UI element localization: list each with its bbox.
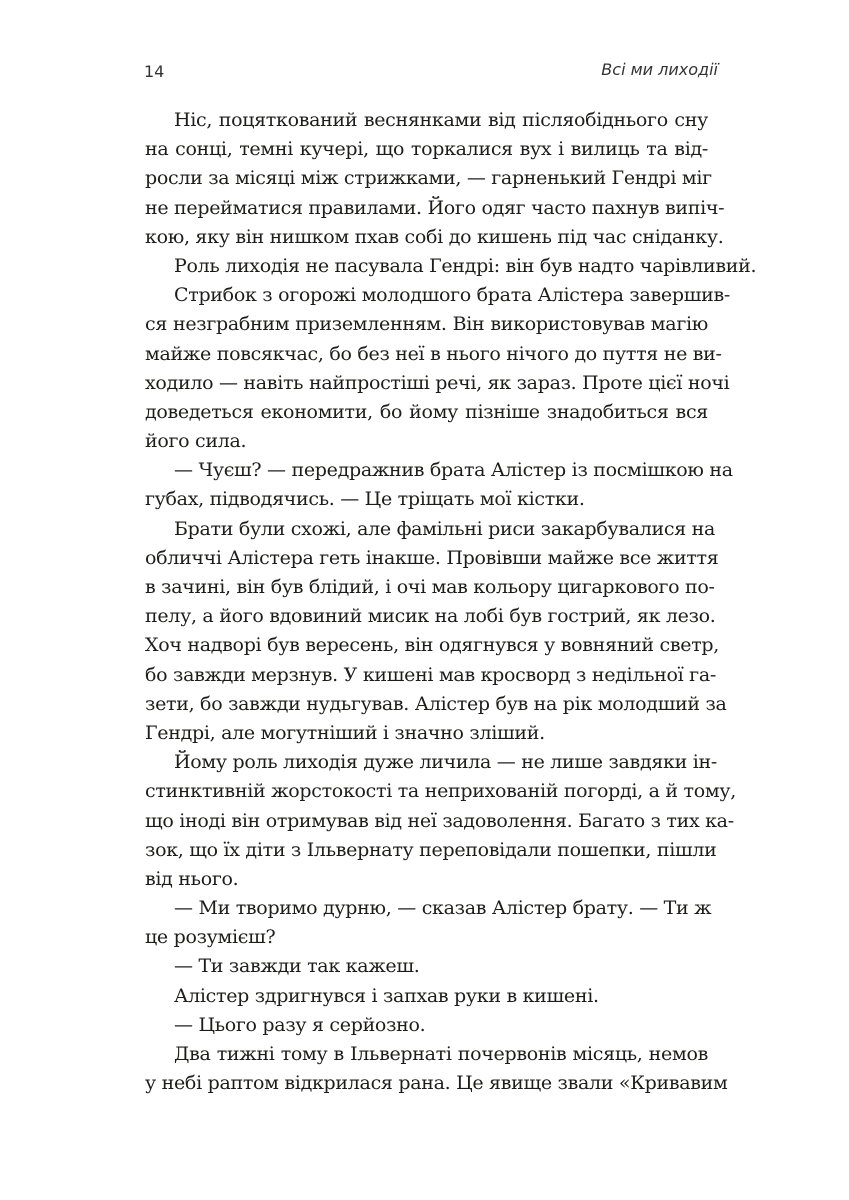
text-line: Ніс, поцяткований веснянками від післяобіднього сну bbox=[174, 109, 708, 131]
text-line: на сонці, темні кучері, що торкалися вух і вилиць та від- bbox=[145, 138, 708, 161]
text-line: у небі раптом відкрилася рана. Це явище звали «Кривавим bbox=[145, 1072, 728, 1095]
text-line: його сила. bbox=[145, 430, 247, 453]
text-line: Роль лиходія не пасувала Гендрі: він був надто чарівливий. bbox=[174, 254, 757, 277]
text-line: — Цього разу я серйозно. bbox=[174, 1013, 426, 1036]
text-line: росли за місяці між стрижками, — гарненький Гендрі міг bbox=[145, 167, 712, 190]
text-line: Гендрі, але могутніший і значно зліший. bbox=[145, 721, 545, 744]
text-line: — Ми творимо дурню, — сказав Алістер брату. — Ти ж bbox=[174, 897, 712, 920]
running-title: Всі ми лиходії bbox=[601, 60, 718, 79]
text-line: бо завжди мерзнув. У кишені мав кросворд з недільної га- bbox=[145, 663, 716, 686]
text-line: від нього. bbox=[145, 867, 239, 890]
page-number: 14 bbox=[144, 62, 165, 81]
text-line: Йому роль лиходія дуже личила — не лише завдяки ін- bbox=[174, 751, 717, 774]
text-line: Два тижні тому в Ільвернаті почервонів місяць, немов bbox=[174, 1043, 708, 1065]
text-line: ся незграбним приземленням. Він використовував магію bbox=[145, 313, 708, 336]
text-line: доведеться економити, бо йому пізніше знадобиться вся bbox=[145, 400, 708, 423]
text-line: що іноді він отримував від неї задоволення. Багато з тих ка- bbox=[145, 809, 734, 832]
text-line: майже повсякчас, бо без неї в нього нічого до пуття не ви- bbox=[145, 342, 722, 365]
text-line: пелу, а його вдовиний мисик на лобі був гострий, як лезо. bbox=[145, 605, 716, 628]
text-line: це розумієш? bbox=[145, 926, 276, 949]
text-line: — Чуєш? — передражнив брата Алістер із посмішкою на bbox=[174, 459, 733, 482]
text-line: Брати були схожі, але фамільні риси закарбувалися на bbox=[174, 517, 716, 540]
text-line: зети, бо завжди нудьгував. Алістер був на рік молодший за bbox=[145, 692, 727, 715]
body-text bbox=[145, 106, 757, 1098]
text-line: обличчі Алістера геть інакше. Провівши майже все життя bbox=[145, 546, 719, 569]
text-line: не перейматися правилами. Його одяг часто пахнув випіч- bbox=[145, 196, 725, 219]
text-line: Алістер здригнувся і запхав руки в кишені. bbox=[174, 984, 599, 1007]
text-line: кою, яку він нишком пхав собі до кишень під час сніданку. bbox=[145, 225, 724, 248]
text-line: ходило — навіть найпростіші речі, як зараз. Проте цієї ночі bbox=[145, 371, 730, 394]
text-line: Хоч надворі був вересень, він одягнувся у вовняний светр, bbox=[145, 634, 720, 657]
text-line: зок, що їх діти з Ільвернату переповідали пошепки, пішли bbox=[145, 838, 717, 861]
text-line: в зачині, він був блідий, і очі мав кольору цигаркового по- bbox=[145, 576, 715, 598]
text-line: Стрибок з огорожі молодшого брата Алістера завершив- bbox=[174, 284, 730, 307]
text-line: стинктивній жорстокості та неприхованій погорді, а й тому, bbox=[145, 780, 736, 803]
text-line: губах, підводячись. — Це тріщать мої кістки. bbox=[145, 488, 585, 511]
text-line: — Ти завжди так кажеш. bbox=[174, 955, 420, 978]
